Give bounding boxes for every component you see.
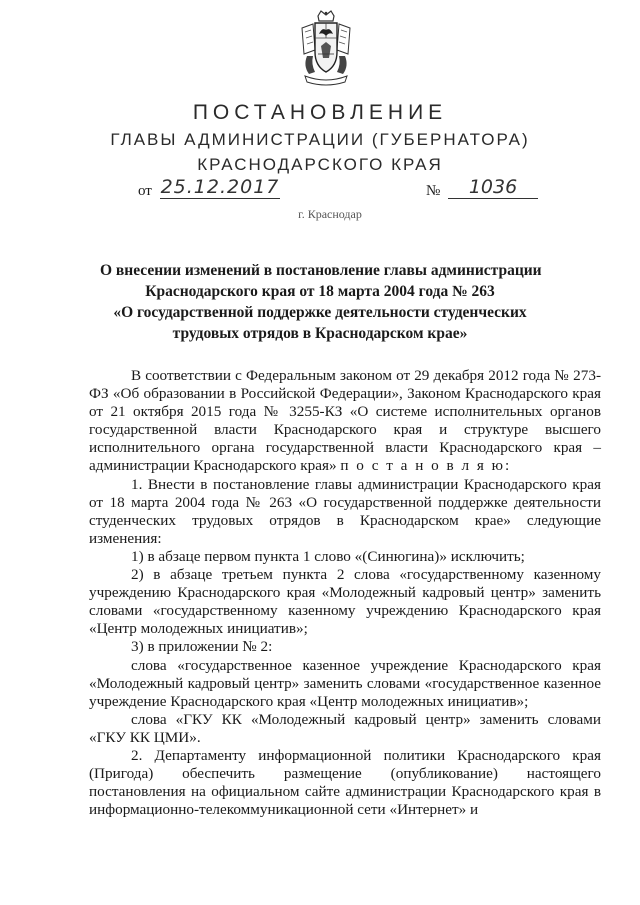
heading-line: Краснодарского края от 18 марта 2004 года № 263: [145, 283, 495, 300]
heading-line: трудовых отрядов в Краснодарском крае»: [172, 325, 468, 342]
heading-line: «О государственной поддержке деятельности студенческих: [113, 304, 527, 321]
document-number: 1036: [448, 176, 538, 199]
body-paragraph: слова «ГКУ КК «Молодежный кадровый центр» заменить словами «ГКУ КК ЦМИ».: [89, 710, 601, 746]
body-paragraph: 1. Внести в постановление главы администрации Краснодарского края от 18 марта 2004 года № 263 «О государственной поддержке деятельности студенческих трудовых отрядов в Краснодарском крае» следующие изменения:: [89, 475, 601, 547]
body-paragraph: 3) в приложении № 2:: [131, 638, 273, 656]
body-paragraph: слова «государственное казенное учреждение Краснодарского края «Молодежный кадровый центр» заменить словами «государственное казенное учреждение Краснодарского края «Центр молодежных инициатив»;: [89, 656, 601, 710]
issuer-title: ГЛАВЫ АДМИНИСТРАЦИИ (ГУБЕРНАТОРА): [110, 130, 530, 149]
preamble-text: В соответствии с Федеральным законом от 29 декабря 2012 года № 273-ФЗ «Об образовании в Российской Федерации», Законом Краснодарского края от 21 октября 2015 года № 3255-КЗ «О системе исполнительных органов государственной власти Краснодарского края и структуре высшего исполнительного органа государственной власти Краснодарского края – администрации Краснодарского края»: [89, 367, 601, 475]
document-heading: [100, 260, 540, 344]
coat-of-arms-emblem: [299, 10, 353, 88]
document-type-title: ПОСТАНОВЛЕНИЕ: [192, 101, 448, 124]
body-paragraph: [89, 367, 601, 476]
body-paragraph: 2. Департаменту информационной политики Краснодарского края (Пригода) обеспечить размещение (опубликование) настоящего постановления на официальном сайте администрации Краснодарского края в информационно-телекоммуникационной сети «Интернет» и: [89, 746, 601, 819]
number-label: №: [426, 183, 441, 199]
document-date: 25.12.2017: [160, 176, 280, 198]
heading-line: О внесении изменений в постановление главы администрации: [100, 262, 542, 279]
document-body: [89, 367, 601, 819]
date-label: от: [138, 183, 152, 199]
body-paragraph: 2) в абзаце третьем пункта 2 слова «государственному казенному учреждению Краснодарского края «Молодежный кадровый центр» заменить словами «государственному казенному учреждению Краснодарского края «Центр молодежных инициатив»;: [89, 566, 601, 638]
city-name: г. Краснодар: [298, 207, 362, 221]
body-paragraph: 1) в абзаце первом пункта 1 слово «(Синюгина)» исключить;: [131, 547, 525, 565]
resolve-word: п о с т а н о в л я ю:: [340, 457, 512, 475]
region-title: КРАСНОДАРСКОГО КРАЯ: [197, 155, 443, 174]
